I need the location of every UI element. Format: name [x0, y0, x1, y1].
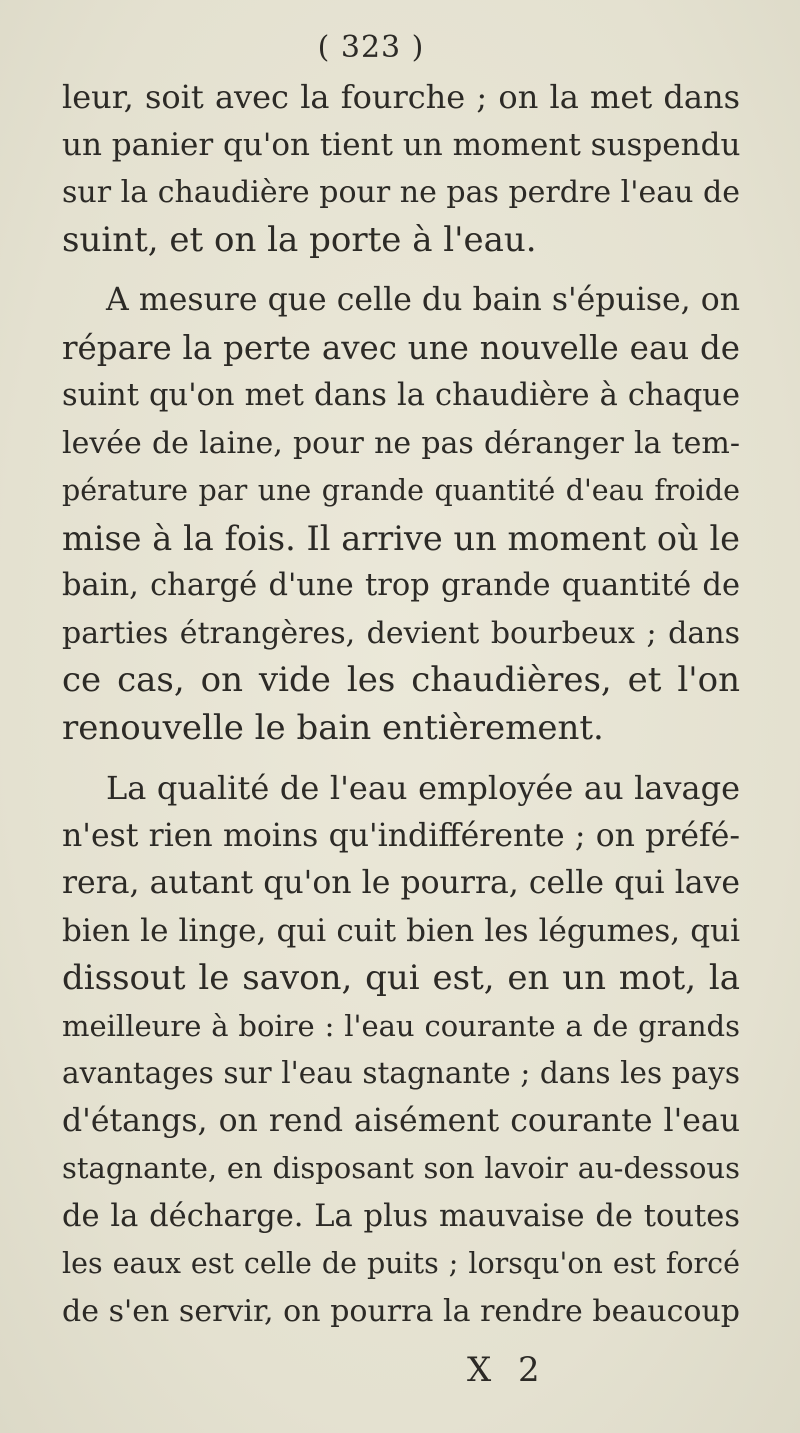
text-line: les eaux est celle de puits ; lorsqu'on est forcé	[62, 1247, 740, 1280]
text-line: répare la perte avec une nouvelle eau de	[62, 328, 740, 367]
text-line: un panier qu'on tient un moment suspendu	[62, 126, 741, 163]
text-line: meilleure à boire : l'eau courante a de grands	[62, 1008, 740, 1043]
paragraph-3	[62, 765, 740, 1335]
page-body	[62, 74, 740, 1335]
text-line: suint, et on la porte à l'eau.	[62, 219, 537, 260]
text-line: renouvelle le bain entièrement.	[62, 707, 604, 748]
text-line: La qualité de l'eau employée au lavage	[106, 769, 740, 807]
text-line: de s'en servir, on pourra la rendre beaucoup	[62, 1293, 740, 1329]
text-line: parties étrangères, devient bourbeux ; dans	[62, 615, 740, 651]
text-line: de la décharge. La plus mauvaise de toutes	[62, 1198, 740, 1234]
text-line: leur, soit avec la fourche ; on la met dans	[62, 78, 740, 116]
text-line: bain, chargé d'une trop grande quantité de	[62, 568, 740, 603]
text-line: d'étangs, on rend aisément courante l'eau	[62, 1102, 740, 1139]
page-number: ( 323 )	[317, 30, 425, 65]
text-line: suint qu'on met dans la chaudière à chaque	[62, 378, 740, 413]
text-line: avantages sur l'eau stagnante ; dans les pays	[62, 1056, 740, 1090]
text-line: n'est rien moins qu'indifférente ; on préfé-	[62, 817, 740, 854]
text-line: sur la chaudière pour ne pas perdre l'eau de	[62, 175, 740, 210]
text-line: levée de laine, pour ne pas déranger la tem-	[62, 425, 740, 461]
text-line: rera, autant qu'on le pourra, celle qui lave	[62, 865, 740, 901]
text-line: ce cas, on vide les chaudières, et l'on	[62, 660, 740, 700]
signature-mark: X 2	[467, 1350, 548, 1390]
text-line: bien le linge, qui cuit bien les légumes, qui	[62, 912, 740, 949]
text-line: stagnante, en disposant son lavoir au-dessous	[62, 1151, 740, 1185]
text-line: A mesure que celle du bain s'épuise, on	[106, 282, 740, 318]
text-line: dissout le savon, qui est, en un mot, la	[62, 958, 740, 998]
paragraph-1	[62, 74, 740, 264]
text-line: mise à la fois. Il arrive un moment où le	[62, 518, 740, 558]
paragraph-2	[62, 277, 740, 752]
text-line: pérature par une grande quantité d'eau froide	[62, 474, 740, 507]
